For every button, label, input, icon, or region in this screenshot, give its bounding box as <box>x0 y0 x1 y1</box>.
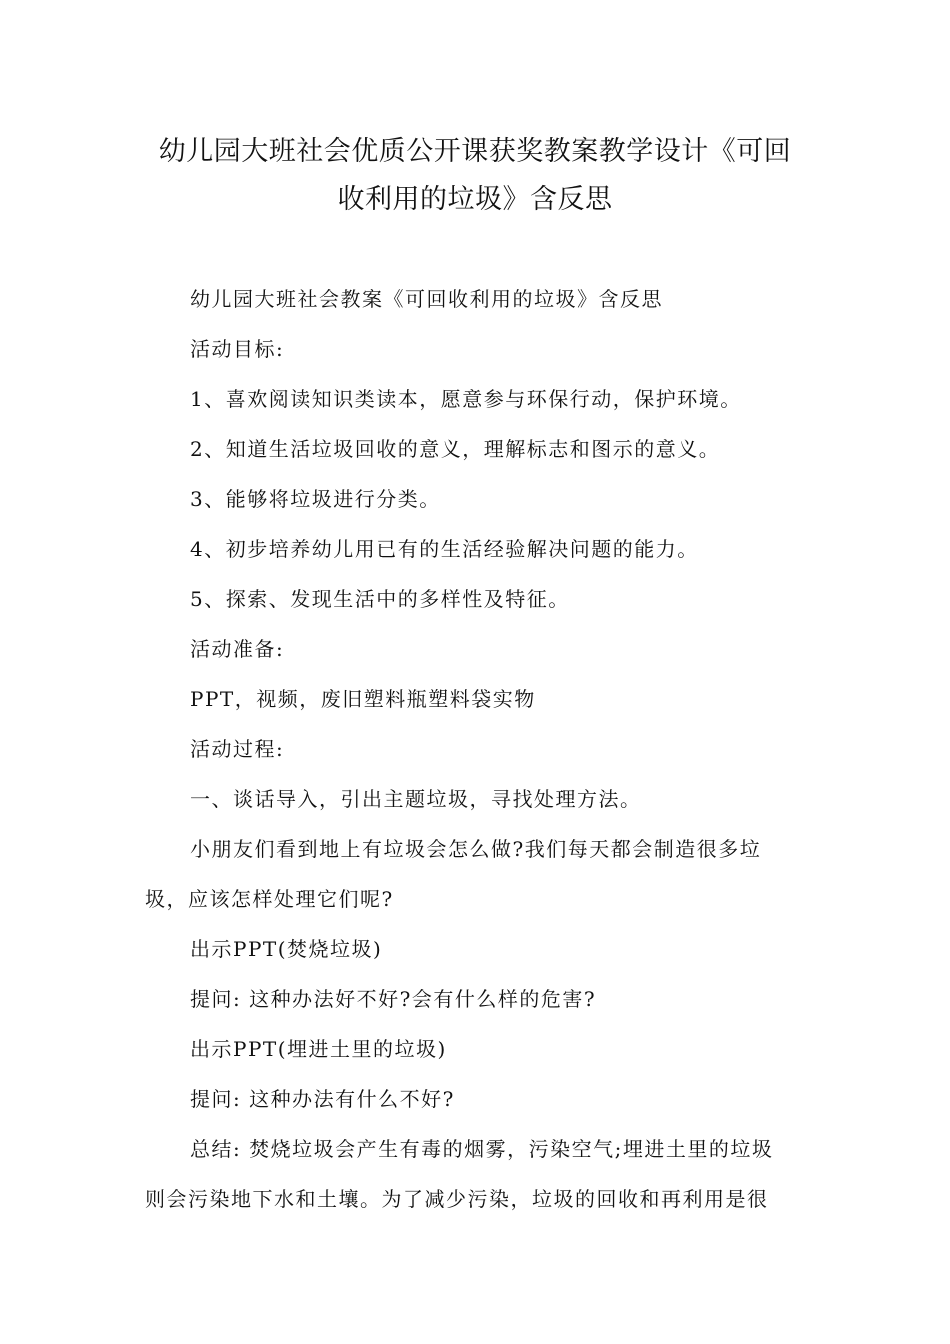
question-line-1: 小朋友们看到地上有垃圾会怎么做?我们每天都会制造很多垃 <box>190 837 762 861</box>
preparation-heading: 活动准备: <box>190 637 285 661</box>
subtitle-paragraph: 幼儿园大班社会教案《可回收利用的垃圾》含反思 <box>190 287 663 311</box>
summary-line-1: 总结: 焚烧垃圾会产生有毒的烟雾，污染空气;埋进土里的垃圾 <box>190 1137 774 1161</box>
document-title-line-2: 收利用的垃圾》含反思 <box>337 184 613 215</box>
ask-question-2: 提问: 这种办法有什么不好? <box>190 1087 455 1111</box>
goal-item-4: 4、初步培养幼儿用已有的生活经验解决问题的能力。 <box>190 537 699 561</box>
ask-question-1: 提问: 这种办法好不好?会有什么样的危害? <box>190 987 597 1011</box>
preparation-items: PPT，视频，废旧塑料瓶塑料袋实物 <box>190 687 536 711</box>
goal-item-3: 3、能够将垃圾进行分类。 <box>190 487 441 511</box>
summary-paragraph <box>0 1124 950 1224</box>
document-title-line-1: 幼儿园大班社会优质公开课获奖教案教学设计《可回 <box>158 136 792 167</box>
show-ppt-buried: 出示PPT(埋进土里的垃圾) <box>190 1037 447 1061</box>
question-paragraph <box>0 824 950 924</box>
summary-line-2: 则会污染地下水和土壤。为了减少污染，垃圾的回收和再利用是很 <box>145 1187 769 1211</box>
process-heading: 活动过程: <box>190 737 285 761</box>
goals-heading: 活动目标: <box>190 337 285 361</box>
goal-item-2: 2、知道生活垃圾回收的意义，理解标志和图示的意义。 <box>190 437 721 461</box>
show-ppt-burning: 出示PPT(焚烧垃圾) <box>190 937 383 961</box>
document-body <box>0 274 950 1224</box>
question-line-2: 圾，应该怎样处理它们呢? <box>145 887 394 911</box>
goal-item-5: 5、探索、发现生活中的多样性及特征。 <box>190 587 570 611</box>
goal-item-1: 1、喜欢阅读知识类读本，愿意参与环保行动，保护环境。 <box>190 387 742 411</box>
process-step-1: 一、谈话导入，引出主题垃圾，寻找处理方法。 <box>190 787 642 811</box>
